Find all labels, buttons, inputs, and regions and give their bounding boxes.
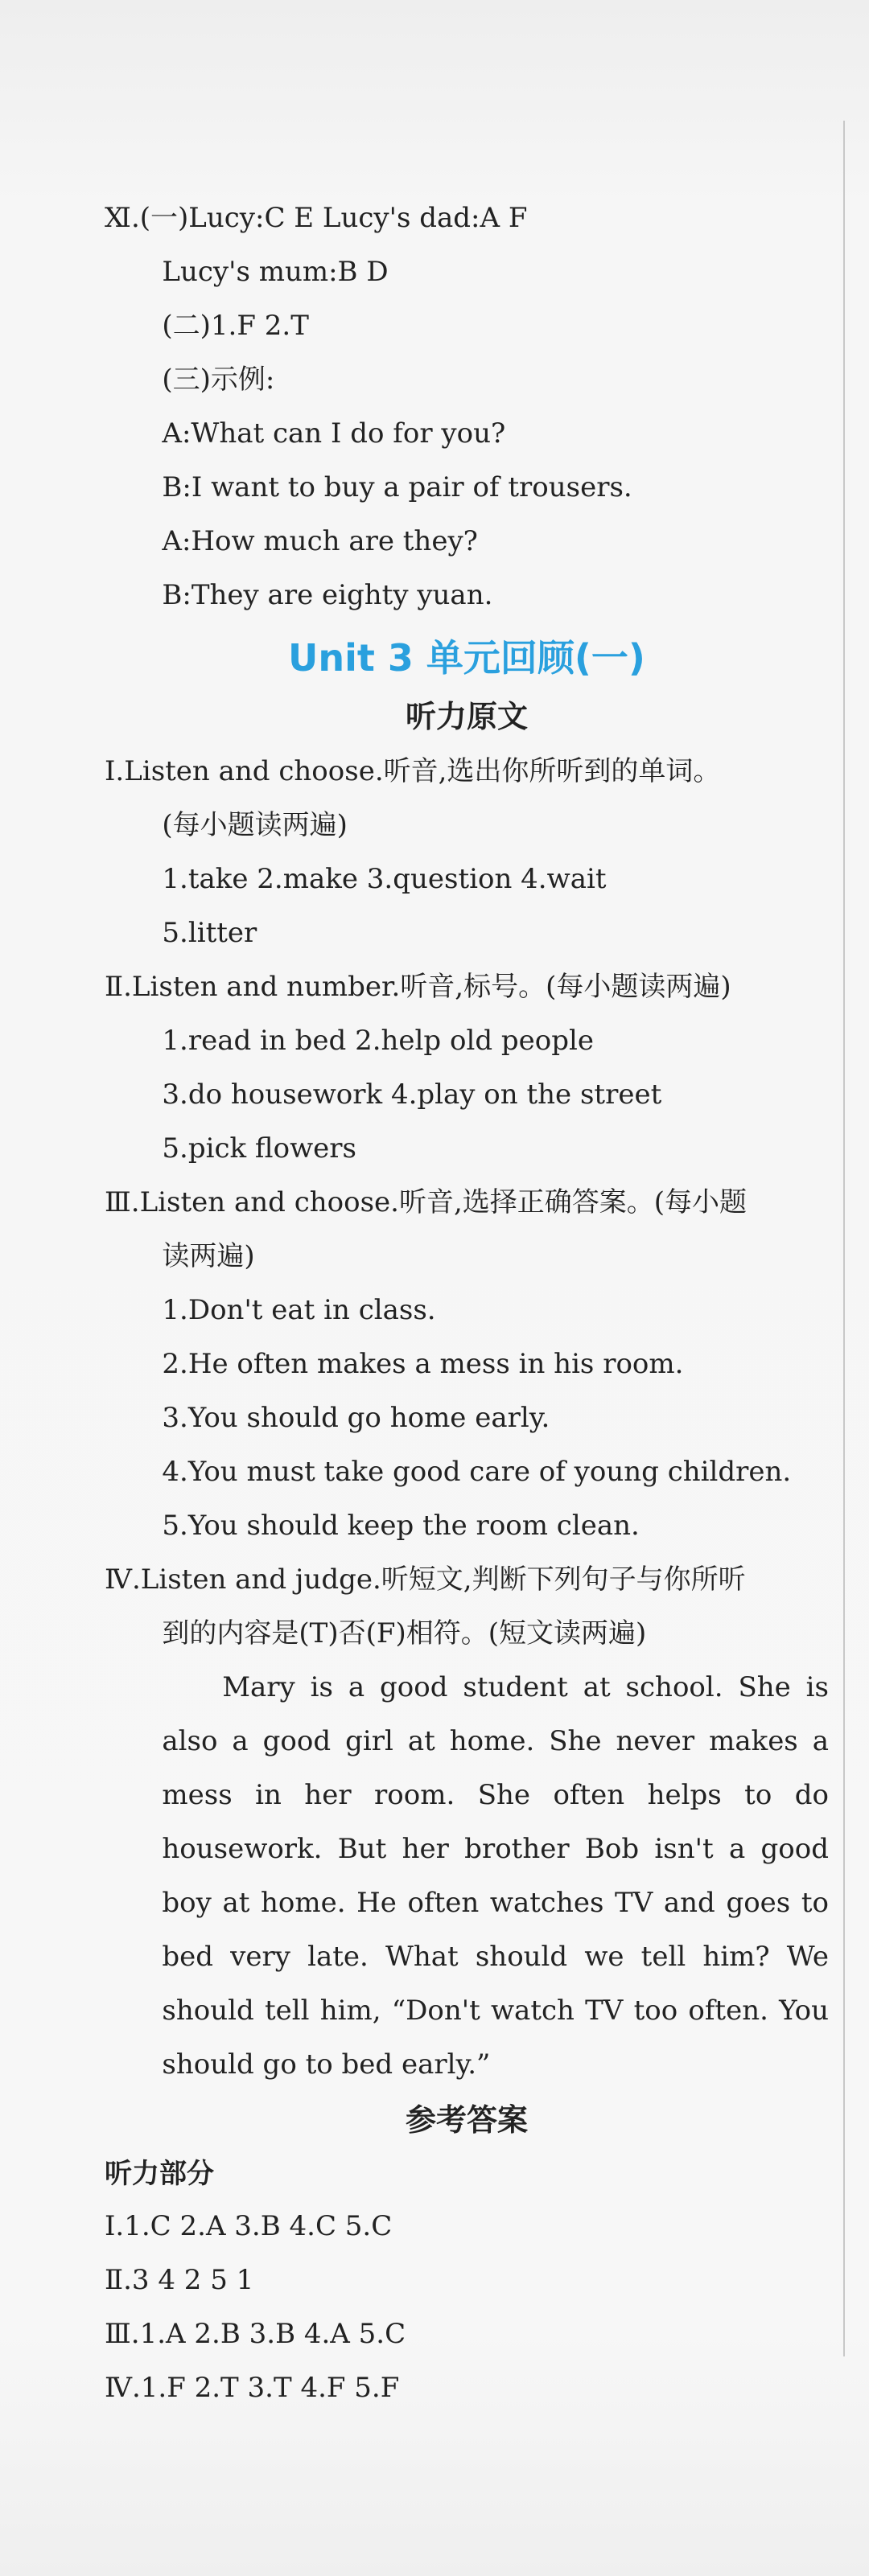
q3-item: 5.You should keep the room clean.: [162, 1510, 640, 1542]
q1-heading: Ⅰ.Listen and choose.听音,选出你所听到的单词。: [105, 755, 721, 787]
top-line-5: A:What can I do for you?: [162, 417, 506, 450]
top-line-3: (二)1.F 2.T: [162, 310, 309, 342]
q3-item: 1.Don't eat in class.: [162, 1294, 436, 1326]
q4-heading-cont: 到的内容是(T)否(F)相符。(短文读两遍): [162, 1617, 647, 1650]
q3-item: 2.He often makes a mess in his room.: [162, 1348, 684, 1380]
q2-heading: Ⅱ.Listen and number.听音,标号。(每小题读两遍): [105, 971, 731, 1003]
top-line-6: B:I want to buy a pair of trousers.: [162, 471, 632, 503]
q1-heading-cont: (每小题读两遍): [162, 809, 348, 841]
q2-items-row-3: 5.pick flowers: [162, 1132, 356, 1165]
q4-passage: Mary is a good student at school. She is also a good girl at home. She never makes a mess in her room. She often helps to do housework. But her brother Bob isn't a good boy at home. He often watches TV and goes to bed very late. What should we tell him? We should tell him, “Don't watch TV too often. You should go to bed early.”: [162, 1671, 829, 2081]
listening-script-title: 听力原文: [405, 699, 528, 734]
q1-items-row-1: 1.take 2.make 3.question 4.wait: [162, 863, 607, 895]
top-line-4: (三)示例:: [162, 364, 275, 396]
q3-heading-cont: 读两遍): [162, 1240, 255, 1272]
q2-items-row-2: 3.do housework 4.play on the street: [162, 1078, 662, 1111]
q3-heading: Ⅲ.Listen and choose.听音,选择正确答案。(每小题: [105, 1186, 748, 1218]
answer-row: Ⅱ.3 4 2 5 1: [105, 2264, 254, 2296]
top-line-7: A:How much are they?: [162, 525, 478, 557]
q3-item: 4.You must take good care of young children.: [162, 1456, 792, 1488]
top-line-2: Lucy's mum:B D: [162, 256, 389, 288]
unit-title: Unit 3 单元回顾(一): [288, 636, 645, 680]
top-line-1: Ⅺ.(一)Lucy:C E Lucy's dad:A F: [105, 202, 528, 234]
q3-item: 3.You should go home early.: [162, 1402, 550, 1434]
q4-heading: Ⅳ.Listen and judge.听短文,判断下列句子与你所听: [105, 1563, 746, 1596]
answer-row: Ⅲ.1.A 2.B 3.B 4.A 5.C: [105, 2318, 406, 2350]
listening-part-subtitle: 听力部分: [105, 2158, 214, 2190]
q1-items-row-2: 5.litter: [162, 917, 257, 949]
answer-sheet: [105, 191, 829, 2415]
answer-row: Ⅳ.1.F 2.T 3.T 4.F 5.F: [105, 2372, 400, 2404]
right-margin-rule: [843, 121, 845, 2356]
q2-items-row-1: 1.read in bed 2.help old people: [162, 1025, 595, 1057]
answer-row: Ⅰ.1.C 2.A 3.B 4.C 5.C: [105, 2210, 393, 2242]
top-line-8: B:They are eighty yuan.: [162, 579, 493, 611]
answer-key-title: 参考答案: [405, 2102, 528, 2138]
